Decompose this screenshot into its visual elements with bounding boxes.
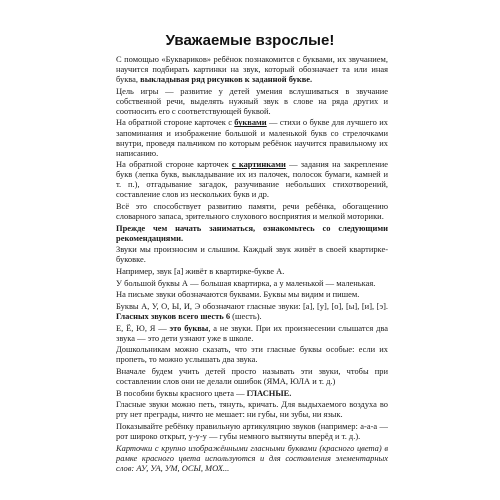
paragraph-goal: Цель игры — развитие у детей умения вслушиваться в звучание собственной речи, выделять нужный звук в слове на ряда других и соотносить его с соответствующей буквой.: [116, 85, 388, 116]
paragraph-recommendations-bold: Прежде чем начать заниматься, ознакомьтесь со следующими рекомендациями.: [116, 222, 388, 243]
paragraph-picture-cards: [116, 159, 388, 199]
paragraph-preschoolers: Дошкольникам можно сказать, что эти гласные буквы особые: если их пропеть, то можно услышать два звука.: [116, 344, 388, 365]
paragraph-iotated-bold: это буквы: [169, 322, 209, 333]
paragraph-sounds: Звуки мы произносим и слышим. Каждый звук живёт в своей квартирке-буковке.: [116, 244, 388, 265]
paragraph-intro: [116, 54, 388, 84]
paragraph-vowels-bold: Гласных звуков всего шесть 6: [116, 311, 231, 322]
paragraph-intro-text: С помощью «Буквариков» ребёнок познакомится с буквами, их звучанием, научится подбирать картинки на звук, который обозначает та или иная буква,: [116, 54, 388, 85]
paragraph-picture-cards-end: — задания на закрепление букв (лепка букв, выкладывание их из палочек, полосок бумаги, камней и т. п.), отгадывание загадок, разучивание небольших стихотворений, составление слов из нескольких букв и др.: [116, 159, 388, 200]
paragraph-letter-cards-underline: буквами: [234, 117, 267, 128]
paragraph-intro-bold: выкладывая ряд рисунков к заданной букве.: [140, 74, 313, 85]
paragraph-writing: На письме звуки обозначаются буквами. Буквы мы видим и пишем.: [116, 289, 360, 300]
paragraph-vowels-start: Буквы А, У, О, Ы, И, Э обозначают гласные звуки: [а], [у], [о], [ы], [и], [э].: [116, 301, 388, 312]
paragraph-big-letter: У большой буквы А — большая квартирка, а у маленькой — маленькая.: [116, 277, 376, 288]
paragraph-letter-cards: [116, 117, 388, 157]
paragraph-red-letters-start: В пособии буквы красного цвета —: [116, 387, 247, 398]
paragraph-vowels-end: (шесть).: [230, 311, 262, 322]
paragraph-red-letters-bold: ГЛАСНЫЕ.: [246, 387, 292, 398]
paragraph-letter-cards-end: — стихи о букве для лучшего их запоминания и изображение большой и маленькой букв со стрелочками внутри, проведя пальчиком по которым ребёнок научится правильному их написанию.: [116, 117, 388, 158]
paragraph-singing: Гласные звуки можно петь, тянуть, кричать. Для выдыхаемого воздуха во рту нет преграды, ничто не мешает: ни губы, ни зубы, ни язык.: [116, 399, 388, 420]
paragraph-development: Всё это способствует развитию памяти, речи ребёнка, обогащению словарного запаса, зрительного слухового восприятия и мелкой моторики.: [116, 201, 388, 222]
paragraph-cards-words: Карточки с крупно изображёнными гласными буквами (красного цвета) в рамке красного цвета используются и для составления элементарных слов: АУ, УА, УМ, ОСЫ, МОХ...: [116, 442, 388, 473]
paragraph-picture-cards-underline: с картинками: [231, 159, 286, 170]
page-title: Уважаемые взрослые!: [165, 32, 335, 49]
paragraph-letter-cards-start: На обратной стороне карточек с: [116, 117, 235, 128]
paragraph-picture-cards-start: На обратной стороне карточек: [116, 159, 232, 170]
paragraph-iotated-start: Е, Ё, Ю, Я —: [116, 322, 170, 333]
paragraph-recommendations: [116, 223, 388, 243]
paragraph-vowels: [116, 301, 388, 321]
paragraph-naming: Вначале будем учить детей просто называть эти звуки, чтобы при составлении слов они не делали ошибок (ЯМА, ЮЛА и т. д.): [116, 366, 388, 387]
document-body: [116, 54, 388, 475]
paragraph-red-letters: [116, 388, 388, 398]
paragraph-example: Например, звук [а] живёт в квартирке-букве А.: [116, 266, 285, 277]
paragraph-iotated: [116, 323, 388, 343]
paragraph-articulation: Показывайте ребёнку правильную артикуляцию звуков (например: а-а-а — рот широко открыт, у-у-у — губы немного вытянуты вперёд и т. д.).: [116, 421, 388, 442]
paragraph-iotated-end: , а не звуки. При их произнесении слышатся два звука — это дети узнают уже в школе.: [116, 322, 388, 343]
